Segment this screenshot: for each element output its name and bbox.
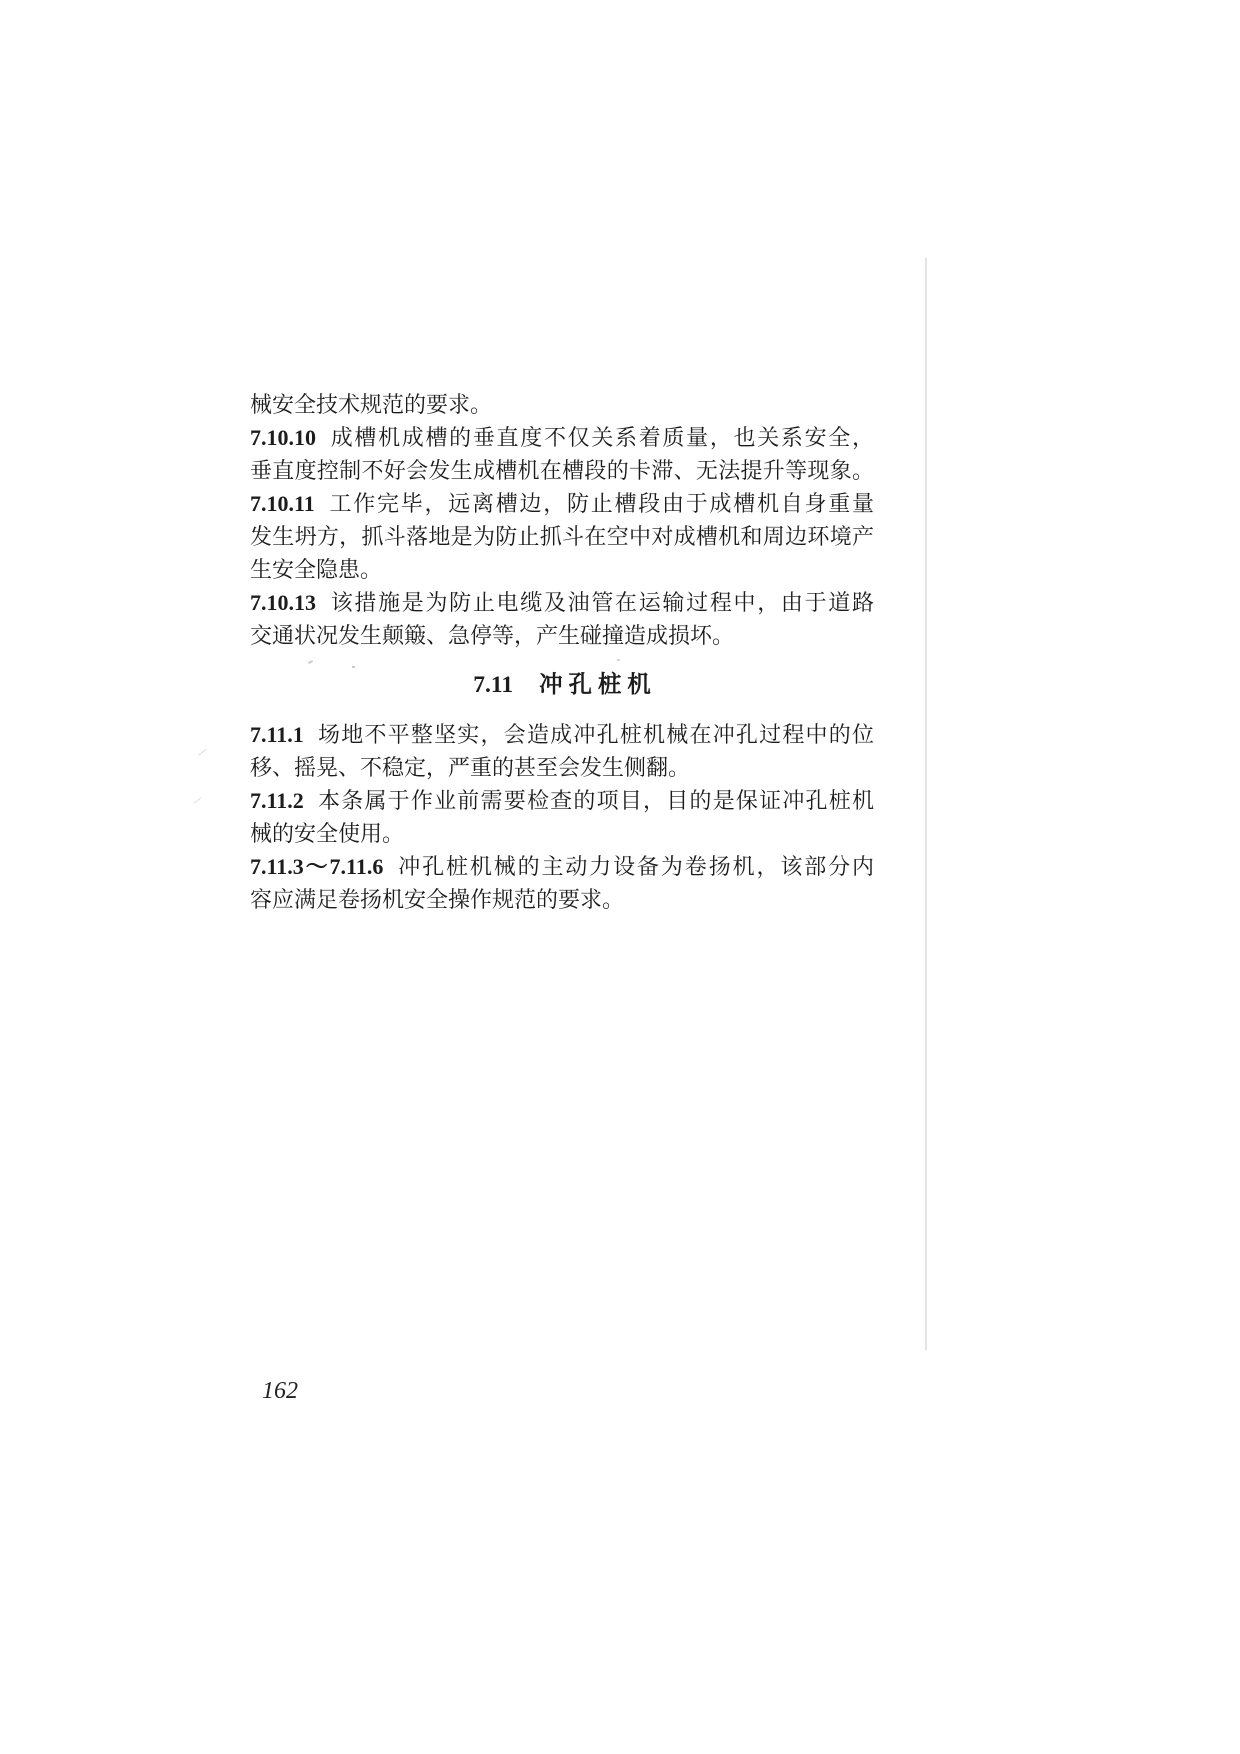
page-edge-line [925,258,927,1350]
line-text: 交通状况发生颠簸、急停等，产生碰撞造成损坏。 [250,623,735,648]
clause-number: 7.11.2 [250,788,304,813]
text-line [250,487,874,520]
clause-number: 7.11.3～7.11.6 [250,854,384,879]
text-line [250,388,874,421]
text-line [250,883,874,916]
clause-number: 7.11.1 [250,722,304,747]
scan-speck [194,797,202,803]
section-title: 冲 孔 桩 机 [539,672,651,698]
scan-speck [198,749,206,756]
section-heading [250,669,874,702]
line-text: 本条属于作业前需要检查的项目，目的是保证冲孔桩机 [316,788,874,813]
line-text: 该措施是为防止电缆及油管在运输过程中，由于道路 [329,590,874,615]
text-line [250,553,874,586]
text-line [250,751,874,784]
line-text: 生安全隐患。 [250,557,383,582]
text-line [250,817,874,850]
text-line [250,520,874,553]
text-line [250,421,874,454]
line-text: 场地不平整坚实，会造成冲孔桩机械在冲孔过程中的位 [316,722,874,747]
clause-number: 7.10.10 [250,425,316,450]
section-number: 7.11 [473,672,514,698]
text-line [250,586,874,619]
line-text: 械安全技术规范的要求。 [250,392,493,417]
line-text: 成槽机成槽的垂直度不仅关系着质量，也关系安全， [329,425,874,450]
text-line [250,454,874,487]
text-line [250,718,874,751]
text-line [250,850,874,883]
line-text: 移、摇晃、不稳定，严重的甚至会发生侧翻。 [250,755,691,780]
page-number: 162 [262,1378,298,1404]
line-text: 工作完毕，远离槽边，防止槽段由于成槽机自身重量 [327,491,874,516]
clause-number: 7.10.13 [250,590,316,615]
text-block [250,388,874,916]
text-line [250,619,874,652]
text-line [250,784,874,817]
line-text: 垂直度控制不好会发生成槽机在槽段的卡滞、无法提升等现象。 [250,458,874,483]
clause-number: 7.10.11 [250,491,315,516]
line-text: 容应满足卷扬机安全操作规范的要求。 [250,887,625,912]
line-text: 械的安全使用。 [250,821,405,846]
line-text: 冲孔桩机械的主动力设备为卷扬机，该部分内 [396,854,874,879]
line-text: 发生坍方，抓斗落地是为防止抓斗在空中对成槽机和周边环境产 [250,524,874,549]
